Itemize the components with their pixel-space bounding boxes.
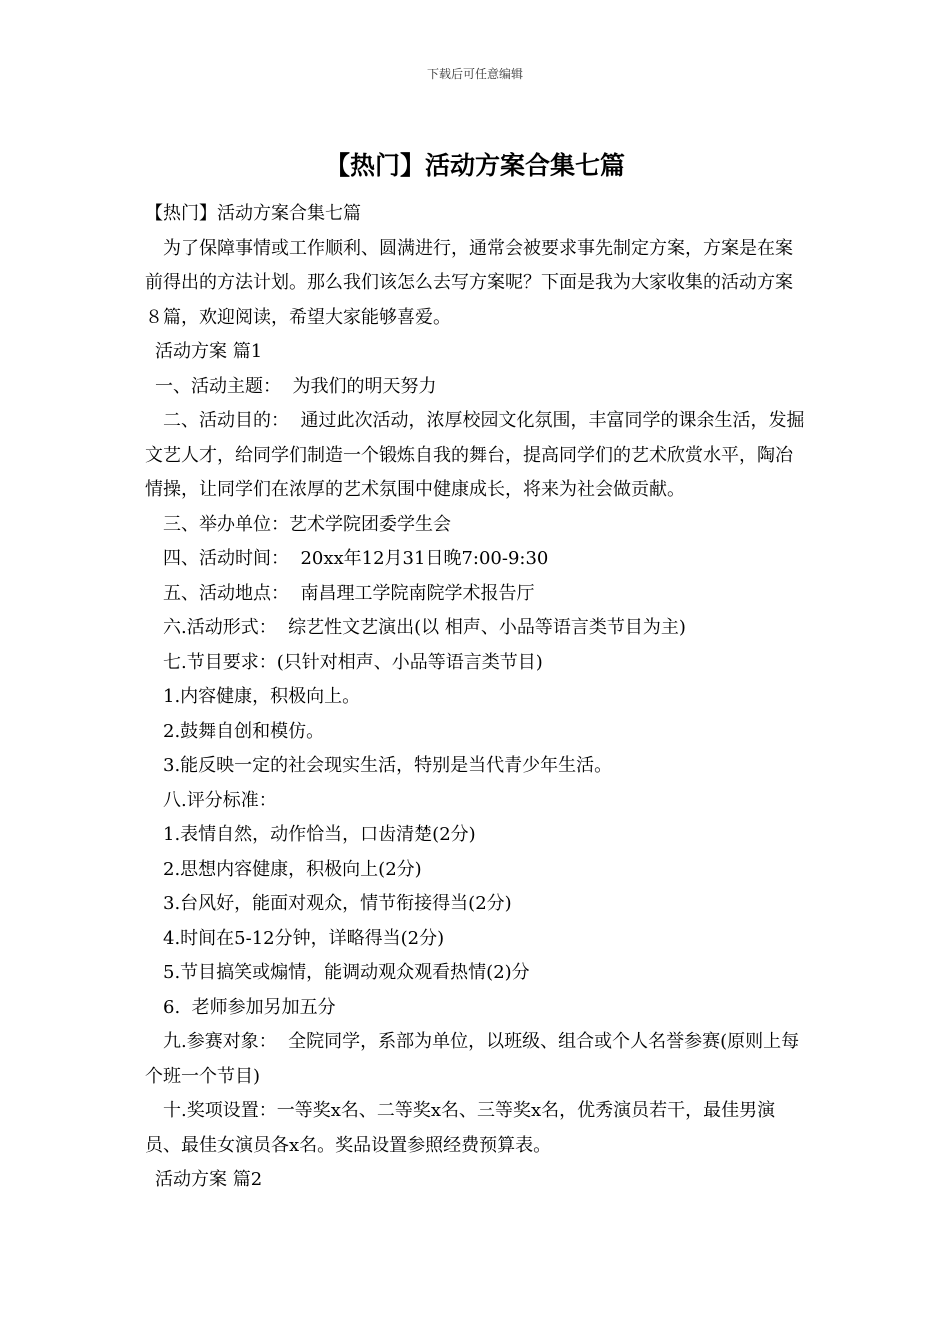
item-activity-purpose: 二、活动目的： 通过此次活动，浓厚校园文化氛围，丰富同学的课余生活，发掘文艺人才，给同学们制造一个锻炼自我的舞台，提高同学们的艺术欣赏水平，陶冶情操，让同学们在浓厚的艺术氛围中健康成长，将来为社会做贡献。 — [145, 410, 805, 500]
list-item: 1.内容健康，积极向上。 — [163, 686, 361, 707]
document-body — [145, 197, 810, 1198]
list-item: 4.时间在5-12分钟，详略得当(2分) — [163, 927, 445, 949]
item-program-requirements: 七.节目要求：(只针对相声、小品等语言类节目) — [163, 651, 543, 673]
list-item: 1.表情自然，动作恰当，口齿清楚(2分) — [163, 824, 476, 845]
list-item: 3.台风好，能面对观众，情节衔接得当(2分) — [163, 893, 512, 914]
item-activity-format: 六.活动形式： 综艺性文艺演出(以 相声、小品等语言类节目为主) — [163, 617, 686, 638]
list-item: 6. 老师参加另加五分 — [163, 996, 336, 1018]
item-participants: 九.参赛对象： 全院同学，系部为单位，以班级、组合或个人名誉参赛(原则上每个班一个节目) — [145, 1031, 800, 1087]
list-item: 5.节目搞笑或煽情，能调动观众观看热情(2)分 — [163, 962, 530, 983]
list-item: 3.能反映一定的社会现实生活，特别是当代青少年生活。 — [163, 755, 613, 776]
section-heading-plan-1: 活动方案 篇1 — [155, 341, 263, 362]
item-awards: 十.奖项设置：一等奖x名、二等奖x名、三等奖x名，优秀演员若干，最佳男演员、最佳女演员各x名。奖品设置参照经费预算表。 — [145, 1100, 776, 1156]
list-item: 2.思想内容健康，积极向上(2分) — [163, 858, 422, 880]
item-scoring-criteria: 八.评分标准： — [163, 789, 277, 811]
page-header-note: 下载后可任意编辑 — [426, 67, 523, 81]
section-heading-plan-2: 活动方案 篇2 — [155, 1169, 263, 1190]
subtitle-paragraph: 【热门】活动方案合集七篇 — [145, 203, 361, 224]
item-activity-theme: 一、活动主题： 为我们的明天努力 — [155, 375, 437, 397]
document-title: 【热门】活动方案合集七篇 — [324, 151, 625, 180]
item-activity-location: 五、活动地点： 南昌理工学院南院学术报告厅 — [163, 582, 535, 604]
list-item: 2.鼓舞自创和模仿。 — [163, 720, 325, 742]
item-activity-time: 四、活动时间： 20xx年12月31日晚7:00-9:30 — [163, 548, 549, 569]
item-organizer: 三、举办单位：艺术学院团委学生会 — [163, 513, 451, 535]
intro-paragraph: 为了保障事情或工作顺利、圆满进行，通常会被要求事先制定方案，方案是在案前得出的方法计划。那么我们该怎么去写方案呢？下面是我为大家收集的活动方案８篇，欢迎阅读，希望大家能够喜爱。 — [145, 237, 793, 328]
